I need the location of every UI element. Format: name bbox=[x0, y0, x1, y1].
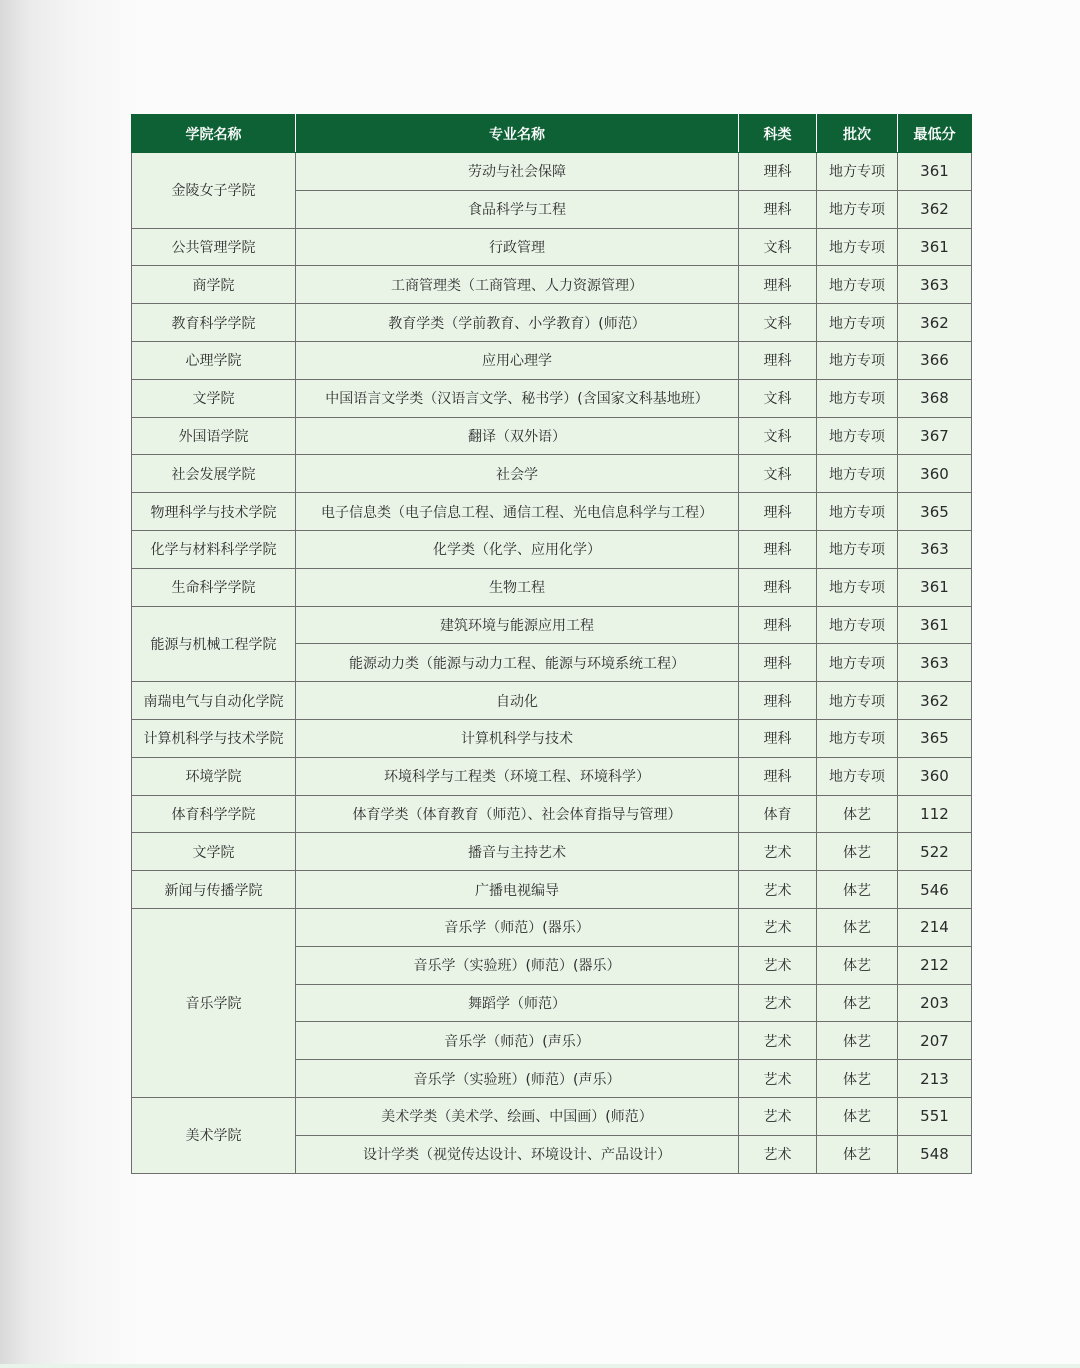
score-cell: 366 bbox=[898, 341, 972, 379]
table-row bbox=[132, 908, 972, 946]
batch-cell: 地方专项 bbox=[817, 455, 898, 493]
table-row bbox=[132, 530, 972, 568]
score-cell: 368 bbox=[898, 379, 972, 417]
major-cell: 教育学类（学前教育、小学教育）(师范） bbox=[296, 304, 739, 342]
bottom-strip bbox=[0, 1364, 1080, 1368]
major-cell: 体育学类（体育教育（师范）、社会体育指导与管理） bbox=[296, 795, 739, 833]
major-cell: 能源动力类（能源与动力工程、能源与环境系统工程） bbox=[296, 644, 739, 682]
score-cell: 367 bbox=[898, 417, 972, 455]
college-cell: 物理科学与技术学院 bbox=[132, 493, 296, 531]
major-cell: 音乐学（师范）(声乐） bbox=[296, 1022, 739, 1060]
batch-cell: 体艺 bbox=[817, 984, 898, 1022]
score-cell: 363 bbox=[898, 644, 972, 682]
subject-cell: 理科 bbox=[739, 644, 817, 682]
college-cell: 计算机科学与技术学院 bbox=[132, 719, 296, 757]
batch-cell: 体艺 bbox=[817, 1097, 898, 1135]
college-cell: 文学院 bbox=[132, 833, 296, 871]
subject-cell: 艺术 bbox=[739, 1097, 817, 1135]
score-cell: 548 bbox=[898, 1135, 972, 1173]
major-cell: 美术学类（美术学、绘画、中国画）(师范） bbox=[296, 1097, 739, 1135]
college-cell: 能源与机械工程学院 bbox=[132, 606, 296, 682]
major-cell: 音乐学（实验班）(师范）(器乐） bbox=[296, 946, 739, 984]
batch-cell: 地方专项 bbox=[817, 719, 898, 757]
subject-cell: 理科 bbox=[739, 153, 817, 191]
subject-cell: 理科 bbox=[739, 530, 817, 568]
batch-cell: 体艺 bbox=[817, 1060, 898, 1098]
batch-cell: 体艺 bbox=[817, 833, 898, 871]
major-cell: 劳动与社会保障 bbox=[296, 153, 739, 191]
header-min-score: 最低分 bbox=[898, 115, 972, 153]
table-row bbox=[132, 304, 972, 342]
college-cell: 金陵女子学院 bbox=[132, 153, 296, 229]
subject-cell: 理科 bbox=[739, 190, 817, 228]
table-row bbox=[132, 682, 972, 720]
major-cell: 计算机科学与技术 bbox=[296, 719, 739, 757]
subject-cell: 艺术 bbox=[739, 946, 817, 984]
subject-cell: 艺术 bbox=[739, 1060, 817, 1098]
batch-cell: 体艺 bbox=[817, 795, 898, 833]
batch-cell: 地方专项 bbox=[817, 417, 898, 455]
score-cell: 361 bbox=[898, 568, 972, 606]
header-batch: 批次 bbox=[817, 115, 898, 153]
score-cell: 363 bbox=[898, 266, 972, 304]
batch-cell: 体艺 bbox=[817, 946, 898, 984]
table-header-row bbox=[132, 115, 972, 153]
score-cell: 546 bbox=[898, 871, 972, 909]
subject-cell: 理科 bbox=[739, 757, 817, 795]
batch-cell: 地方专项 bbox=[817, 153, 898, 191]
college-cell: 南瑞电气与自动化学院 bbox=[132, 682, 296, 720]
table-body bbox=[132, 153, 972, 1174]
table-row bbox=[132, 417, 972, 455]
college-cell: 美术学院 bbox=[132, 1097, 296, 1173]
table-row bbox=[132, 568, 972, 606]
major-cell: 建筑环境与能源应用工程 bbox=[296, 606, 739, 644]
major-cell: 音乐学（实验班）(师范）(声乐） bbox=[296, 1060, 739, 1098]
college-cell: 文学院 bbox=[132, 379, 296, 417]
subject-cell: 文科 bbox=[739, 417, 817, 455]
college-cell: 商学院 bbox=[132, 266, 296, 304]
subject-cell: 理科 bbox=[739, 266, 817, 304]
table-row bbox=[132, 871, 972, 909]
college-cell: 教育科学学院 bbox=[132, 304, 296, 342]
subject-cell: 理科 bbox=[739, 682, 817, 720]
subject-cell: 艺术 bbox=[739, 1022, 817, 1060]
college-cell: 心理学院 bbox=[132, 341, 296, 379]
table-row bbox=[132, 795, 972, 833]
header-subject: 科类 bbox=[739, 115, 817, 153]
major-cell: 音乐学（师范）(器乐） bbox=[296, 908, 739, 946]
table-row bbox=[132, 153, 972, 191]
admission-scores-table bbox=[131, 114, 972, 1174]
major-cell: 行政管理 bbox=[296, 228, 739, 266]
subject-cell: 文科 bbox=[739, 304, 817, 342]
major-cell: 自动化 bbox=[296, 682, 739, 720]
major-cell: 应用心理学 bbox=[296, 341, 739, 379]
score-cell: 522 bbox=[898, 833, 972, 871]
table-row bbox=[132, 719, 972, 757]
score-cell: 203 bbox=[898, 984, 972, 1022]
college-cell: 化学与材料科学学院 bbox=[132, 530, 296, 568]
major-cell: 翻译（双外语） bbox=[296, 417, 739, 455]
table-row bbox=[132, 757, 972, 795]
major-cell: 电子信息类（电子信息工程、通信工程、光电信息科学与工程） bbox=[296, 493, 739, 531]
college-cell: 新闻与传播学院 bbox=[132, 871, 296, 909]
subject-cell: 理科 bbox=[739, 568, 817, 606]
subject-cell: 理科 bbox=[739, 341, 817, 379]
table-row bbox=[132, 455, 972, 493]
table-row bbox=[132, 341, 972, 379]
major-cell: 广播电视编导 bbox=[296, 871, 739, 909]
subject-cell: 理科 bbox=[739, 719, 817, 757]
college-cell: 外国语学院 bbox=[132, 417, 296, 455]
major-cell: 食品科学与工程 bbox=[296, 190, 739, 228]
major-cell: 化学类（化学、应用化学） bbox=[296, 530, 739, 568]
score-cell: 365 bbox=[898, 493, 972, 531]
batch-cell: 体艺 bbox=[817, 1135, 898, 1173]
score-cell: 362 bbox=[898, 304, 972, 342]
batch-cell: 地方专项 bbox=[817, 266, 898, 304]
subject-cell: 艺术 bbox=[739, 1135, 817, 1173]
major-cell: 舞蹈学（师范） bbox=[296, 984, 739, 1022]
batch-cell: 体艺 bbox=[817, 1022, 898, 1060]
college-cell: 生命科学学院 bbox=[132, 568, 296, 606]
subject-cell: 体育 bbox=[739, 795, 817, 833]
batch-cell: 地方专项 bbox=[817, 493, 898, 531]
score-cell: 365 bbox=[898, 719, 972, 757]
subject-cell: 艺术 bbox=[739, 908, 817, 946]
batch-cell: 地方专项 bbox=[817, 190, 898, 228]
table-row bbox=[132, 493, 972, 531]
score-cell: 363 bbox=[898, 530, 972, 568]
major-cell: 环境科学与工程类（环境工程、环境科学） bbox=[296, 757, 739, 795]
header-college: 学院名称 bbox=[132, 115, 296, 153]
score-cell: 361 bbox=[898, 153, 972, 191]
major-cell: 播音与主持艺术 bbox=[296, 833, 739, 871]
batch-cell: 体艺 bbox=[817, 908, 898, 946]
table-row bbox=[132, 1097, 972, 1135]
subject-cell: 文科 bbox=[739, 228, 817, 266]
college-cell: 环境学院 bbox=[132, 757, 296, 795]
subject-cell: 艺术 bbox=[739, 833, 817, 871]
score-cell: 213 bbox=[898, 1060, 972, 1098]
table-row bbox=[132, 228, 972, 266]
score-cell: 362 bbox=[898, 682, 972, 720]
batch-cell: 地方专项 bbox=[817, 682, 898, 720]
score-cell: 360 bbox=[898, 455, 972, 493]
batch-cell: 地方专项 bbox=[817, 757, 898, 795]
batch-cell: 体艺 bbox=[817, 871, 898, 909]
batch-cell: 地方专项 bbox=[817, 568, 898, 606]
score-cell: 362 bbox=[898, 190, 972, 228]
subject-cell: 理科 bbox=[739, 606, 817, 644]
subject-cell: 理科 bbox=[739, 493, 817, 531]
batch-cell: 地方专项 bbox=[817, 228, 898, 266]
college-cell: 体育科学学院 bbox=[132, 795, 296, 833]
table-row bbox=[132, 833, 972, 871]
batch-cell: 地方专项 bbox=[817, 304, 898, 342]
score-cell: 214 bbox=[898, 908, 972, 946]
major-cell: 设计学类（视觉传达设计、环境设计、产品设计） bbox=[296, 1135, 739, 1173]
score-cell: 212 bbox=[898, 946, 972, 984]
college-cell: 公共管理学院 bbox=[132, 228, 296, 266]
score-cell: 551 bbox=[898, 1097, 972, 1135]
score-cell: 361 bbox=[898, 228, 972, 266]
score-cell: 361 bbox=[898, 606, 972, 644]
subject-cell: 文科 bbox=[739, 455, 817, 493]
subject-cell: 文科 bbox=[739, 379, 817, 417]
batch-cell: 地方专项 bbox=[817, 341, 898, 379]
batch-cell: 地方专项 bbox=[817, 606, 898, 644]
batch-cell: 地方专项 bbox=[817, 644, 898, 682]
batch-cell: 地方专项 bbox=[817, 379, 898, 417]
major-cell: 中国语言文学类（汉语言文学、秘书学）(含国家文科基地班） bbox=[296, 379, 739, 417]
subject-cell: 艺术 bbox=[739, 871, 817, 909]
table-row bbox=[132, 606, 972, 644]
header-major: 专业名称 bbox=[296, 115, 739, 153]
major-cell: 生物工程 bbox=[296, 568, 739, 606]
score-cell: 207 bbox=[898, 1022, 972, 1060]
college-cell: 音乐学院 bbox=[132, 908, 296, 1097]
score-cell: 360 bbox=[898, 757, 972, 795]
subject-cell: 艺术 bbox=[739, 984, 817, 1022]
major-cell: 社会学 bbox=[296, 455, 739, 493]
major-cell: 工商管理类（工商管理、人力资源管理） bbox=[296, 266, 739, 304]
score-cell: 112 bbox=[898, 795, 972, 833]
table-row bbox=[132, 266, 972, 304]
college-cell: 社会发展学院 bbox=[132, 455, 296, 493]
batch-cell: 地方专项 bbox=[817, 530, 898, 568]
table-row bbox=[132, 379, 972, 417]
